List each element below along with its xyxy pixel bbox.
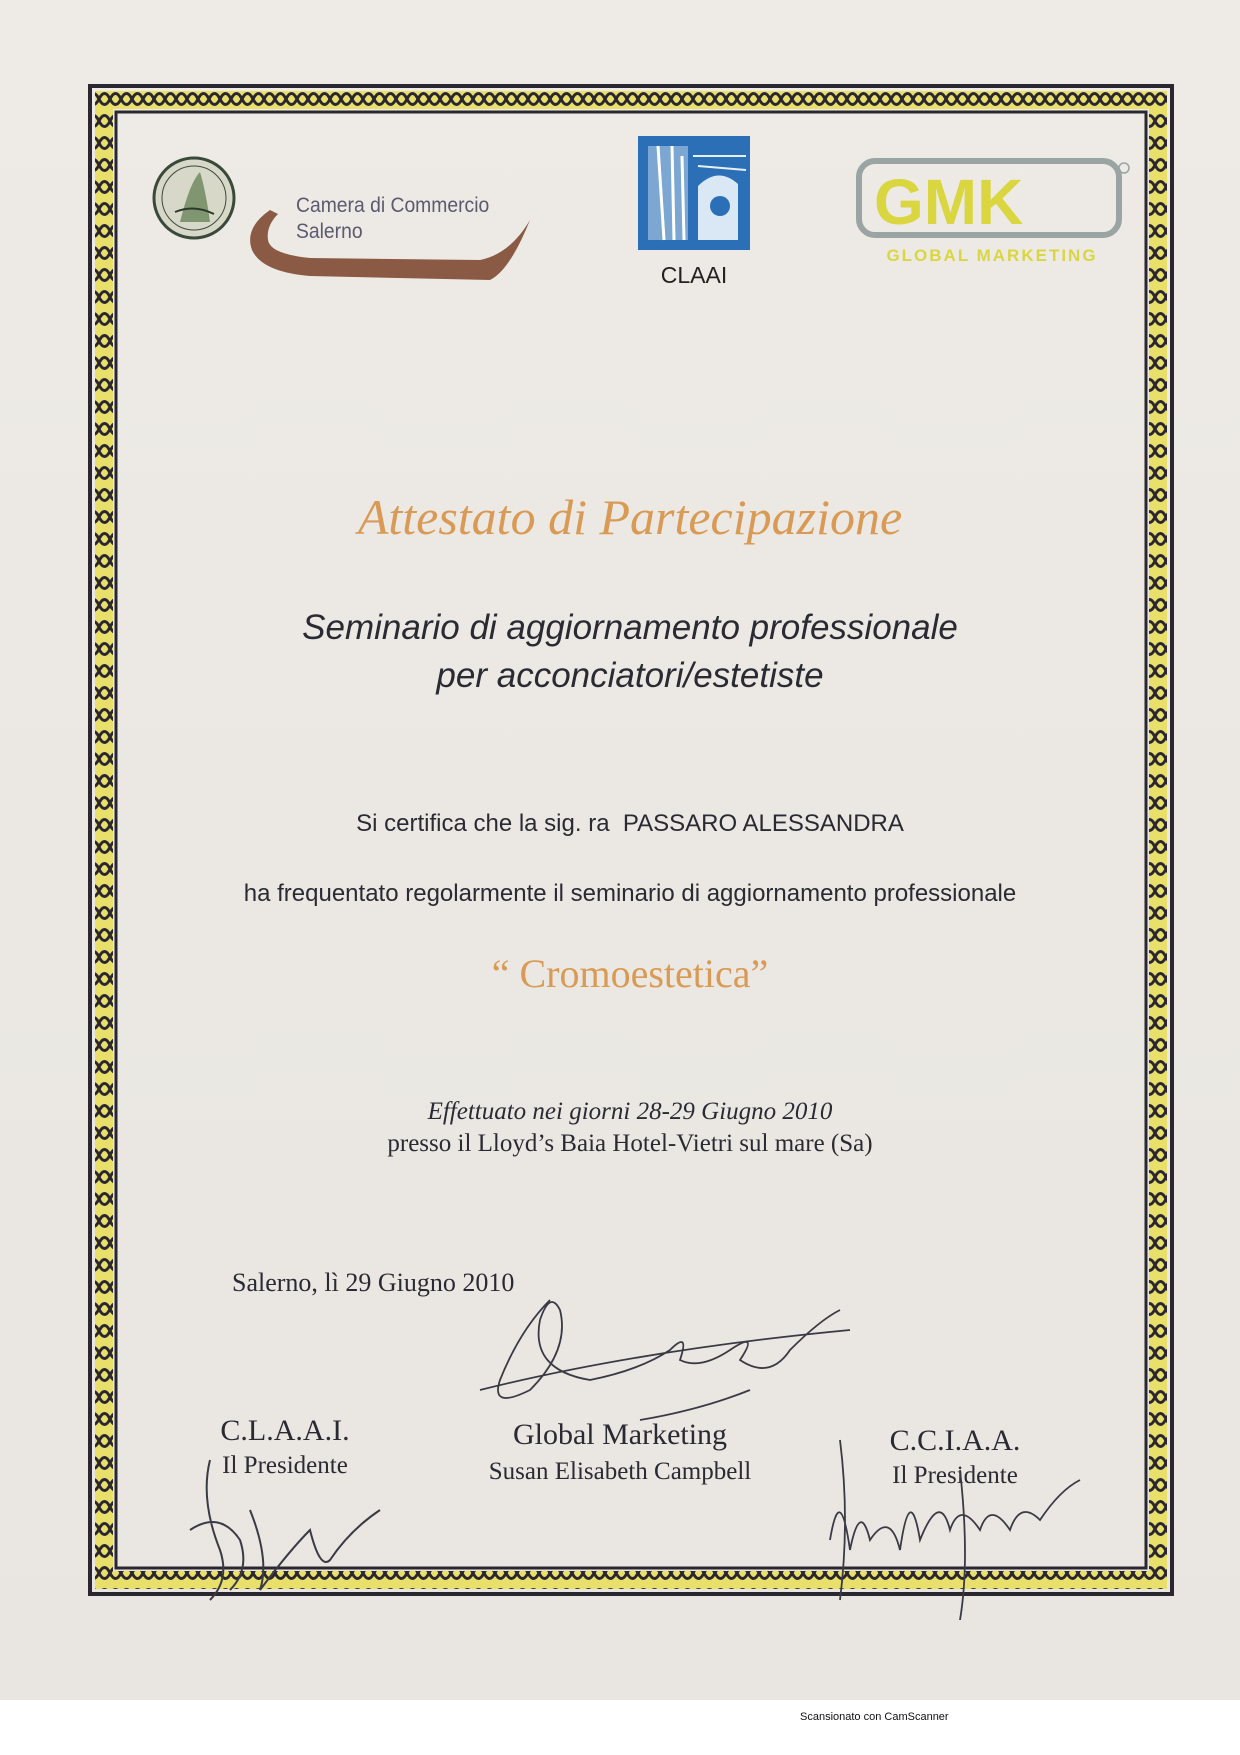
certificate-title: Attestato di Partecipazione	[357, 489, 903, 545]
attendance-line: ha frequentato regolarmente il seminario di aggiornamento professionale	[243, 880, 1017, 907]
seminar-venue: presso il Lloyd’s Baia Hotel-Vietri sul mare (Sa)	[387, 1130, 873, 1157]
claai-label: CLAAI	[660, 262, 728, 288]
place-date: Salerno, lì 29 Giugno 2010	[232, 1268, 515, 1297]
recipient-name: PASSARO ALESSANDRA	[622, 810, 904, 837]
camera-commercio-line2: Salerno	[296, 220, 363, 243]
course-name: “ Cromoestetica”	[491, 951, 769, 996]
certify-line	[200, 810, 1060, 838]
gmk-signatory-org: Global Marketing	[512, 1418, 728, 1451]
claai-logo-icon	[638, 136, 750, 250]
claai-signatory-role: Il Presidente	[222, 1452, 348, 1479]
cciaa-signatory-role: Il Presidente	[892, 1462, 1018, 1489]
gmk-logo-mark: GMK	[874, 166, 1024, 238]
seminar-subtitle-line2: per acconciatori/estetiste	[436, 656, 824, 695]
claai-handwritten-signature	[160, 1440, 400, 1620]
gmk-handwritten-signature	[440, 1270, 860, 1430]
claai-signatory-org: C.L.A.A.I.	[220, 1414, 350, 1447]
seminar-subtitle-line1: Seminario di aggiornamento professionale	[302, 608, 958, 647]
cciaa-handwritten-signature	[810, 1420, 1090, 1620]
camera-commercio-line1: Camera di Commercio	[296, 194, 490, 217]
gmk-signatory-name: Susan Elisabeth Campbell	[488, 1458, 752, 1485]
scanner-footer-note: Scansionato con CamScanner	[800, 1711, 949, 1723]
cciaa-signatory-org: C.C.I.A.A.	[889, 1424, 1021, 1457]
certify-prefix: Si certifica che la sig. ra	[356, 810, 610, 837]
gmk-logo-icon	[856, 158, 1136, 238]
seminar-dates: Effettuato nei giorni 28-29 Giugno 2010	[427, 1098, 833, 1125]
gmk-subtitle: GLOBAL MARKETING	[886, 246, 1098, 265]
camera-commercio-seal-icon	[150, 152, 240, 244]
